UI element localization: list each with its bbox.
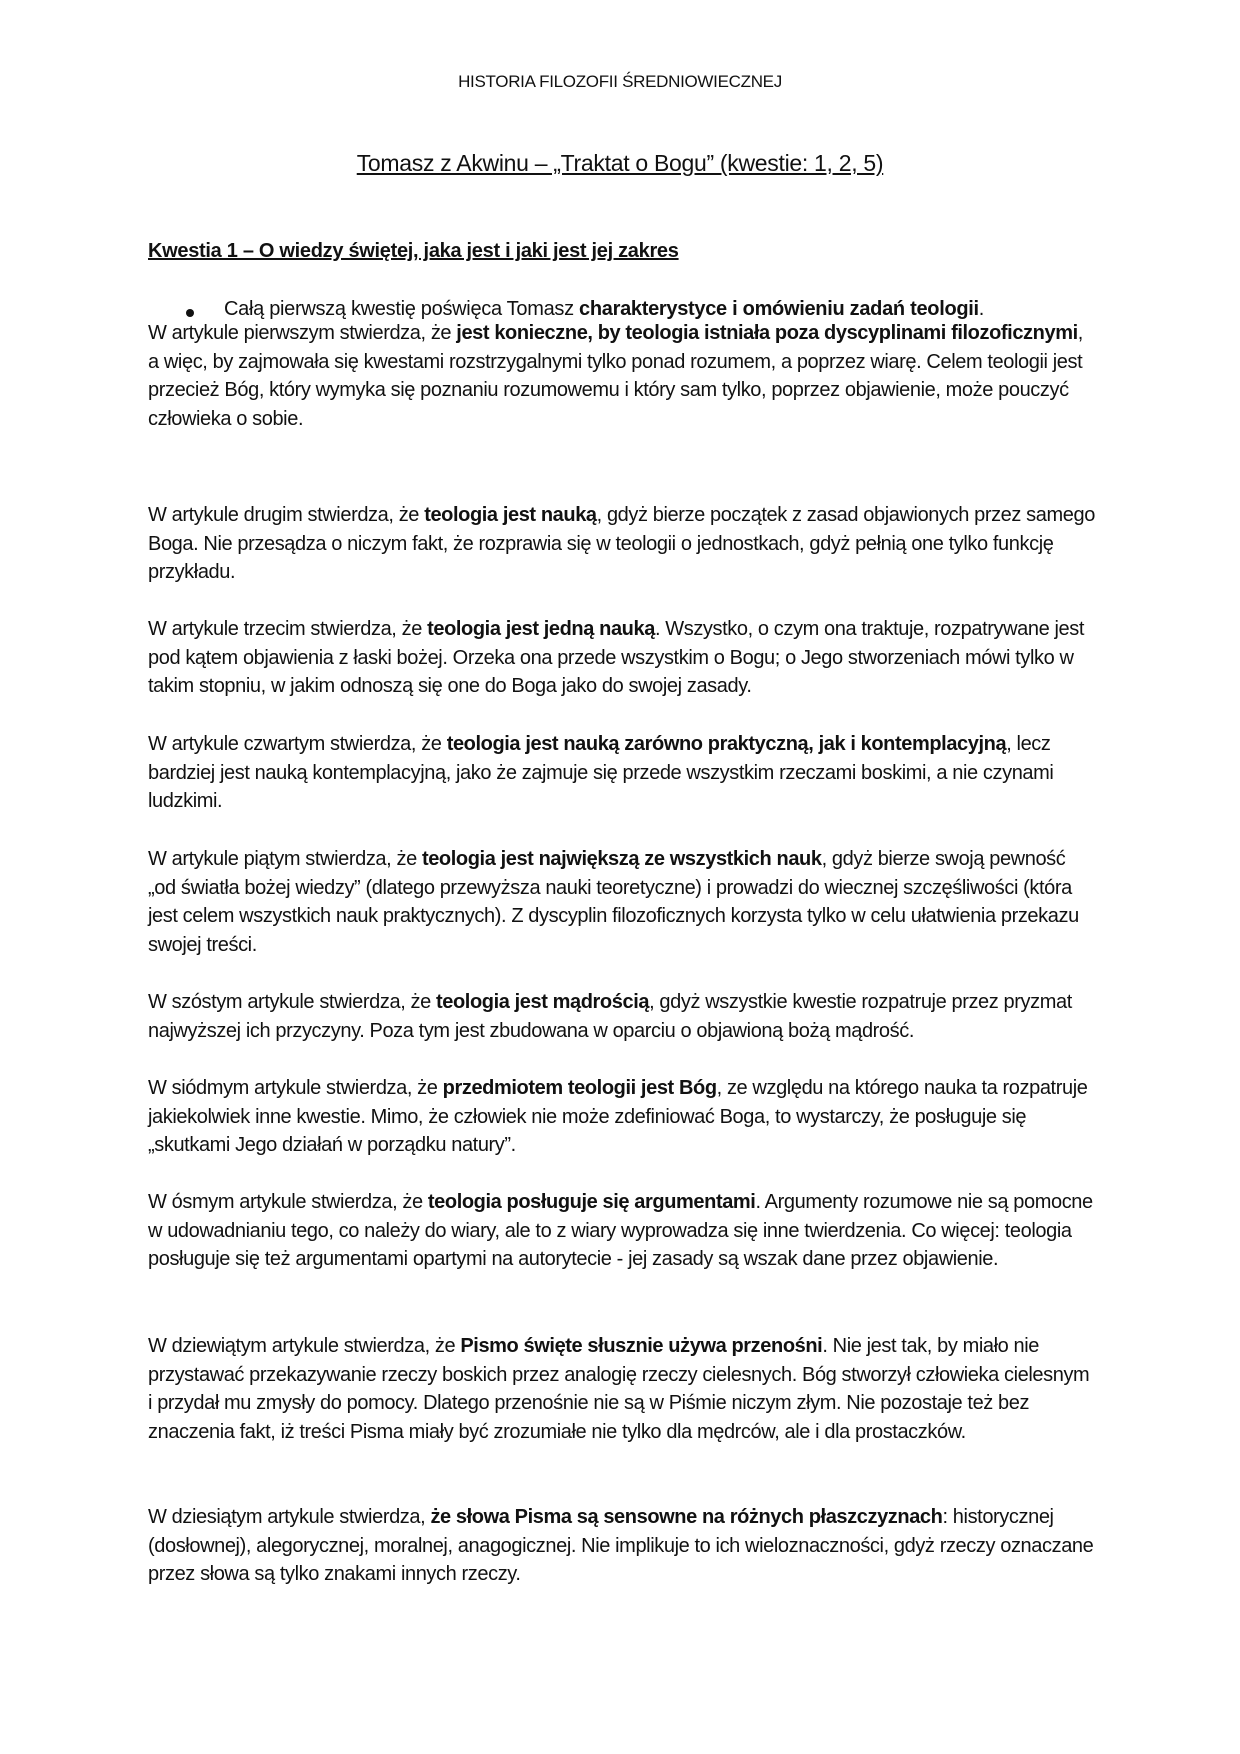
article-4-post: , lecz bardziej jest nauką kontemplacyjną, jako że zajmuje się przede wszystkim rzeczami boskimi, a nie czynami ludzkimi. — [148, 733, 1054, 812]
article-7-post: , ze względu na którego nauka ta rozpatruje jakiekolwiek inne kwestie. Mimo, że człowiek nie może zdefiniować Boga, to wystarczy, że posługuje się „skutkami Jego działań w porządku natury”. — [148, 1077, 1088, 1156]
running-header: HISTORIA FILOZOFII ŚREDNIOWIECZNEJ — [458, 72, 782, 91]
article-6-bold: teologia jest mądrością — [435, 991, 650, 1013]
article-10 — [148, 1503, 1098, 1589]
article-4-pre: W artykule czwartym stwierdza, że — [148, 733, 447, 755]
article-4 — [148, 730, 1098, 816]
bullet-text-bold: charakterystyce i omówieniu zadań teologii — [579, 298, 979, 320]
article-1-bold: jest konieczne, by teologia istniała poza dyscyplinami filozoficznymi — [456, 322, 1078, 344]
bullet-text — [224, 298, 984, 320]
article-9-bold: Pismo święte słusznie używa przenośni — [460, 1335, 823, 1357]
article-2-bold: teologia jest nauką — [424, 504, 597, 526]
article-6-pre: W szóstym artykule stwierdza, że — [148, 991, 436, 1013]
document-title: Tomasz z Akwinu – „Traktat o Bogu” (kwestie: 1, 2, 5) — [356, 150, 884, 176]
article-10-pre: W dziesiątym artykule stwierdza, — [148, 1506, 431, 1528]
article-2-pre: W artykule drugim stwierdza, że — [148, 504, 425, 526]
article-5 — [148, 845, 1098, 959]
article-1-pre: W artykule pierwszym stwierdza, że — [148, 322, 457, 344]
article-3-pre: W artykule trzecim stwierdza, że — [148, 618, 428, 640]
article-1 — [148, 319, 1098, 433]
article-3-bold: teologia jest jedną nauką — [427, 618, 655, 640]
article-10-bold: że słowa Pisma są sensowne na różnych płaszczyznach — [430, 1506, 943, 1528]
article-8-bold: teologia posługuje się argumentami — [427, 1191, 756, 1213]
article-1-post: , a więc, by zajmowała się kwestami rozstrzygalnymi tylko ponad rozumem, a poprzez wiarę. Celem teologii jest przecież Bóg, który wymyka się poznaniu rozumowemu i który sam tylko, poprzez objawienie, może pouczyć człowieka o sobie. — [148, 322, 1083, 430]
article-5-pre: W artykule piątym stwierdza, że — [148, 848, 422, 870]
article-6-post: , gdyż wszystkie kwestie rozpatruje przez pryzmat najwyższej ich przyczyny. Poza tym jest zbudowana w oparciu o objawioną bożą mądrość. — [148, 991, 1072, 1042]
article-8-post: . Argumenty rozumowe nie są pomocne w udowadnianiu tego, co należy do wiary, ale to z wiary wyprowadza się inne twierdzenia. Co więcej: teologia posługuje się też argumentami opartymi na autorytecie - jej zasady są wszak dane przez objawienie. — [148, 1191, 1093, 1270]
bullet-dot-icon — [186, 309, 194, 317]
bullet-text-pre: Całą pierwszą kwestię poświęca Tomasz — [224, 298, 580, 320]
article-9-pre: W dziewiątym artykule stwierdza, że — [148, 1335, 461, 1357]
article-8-pre: W ósmym artykule stwierdza, że — [148, 1191, 428, 1213]
article-9 — [148, 1332, 1098, 1446]
article-9-post: . Nie jest tak, by miało nie przystawać przekazywanie rzeczy boskich przez analogię rzeczy cielesnych. Bóg stworzył człowieka cielesnym i przydał mu zmysły do pomocy. Dlatego przenośnie nie są w Piśmie niczym złym. Nie pozostaje też bez znaczenia fakt, iż treści Pisma miały być zrozumiałe nie tylko dla mędrców, ale i dla prostaczków. — [148, 1335, 1090, 1443]
article-6 — [148, 988, 1098, 1045]
article-8 — [148, 1188, 1098, 1274]
article-4-bold: teologia jest nauką zarówno praktyczną, jak i kontemplacyjną — [446, 733, 1007, 755]
article-7-pre: W siódmym artykule stwierdza, że — [148, 1077, 443, 1099]
article-3-post: . Wszystko, o czym ona traktuje, rozpatrywane jest pod kątem objawienia z łaski bożej. Orzeka ona przede wszystkim o Bogu; o Jego stworzeniach mówi tylko w takim stopniu, w jakim odnoszą się one do Boga jako do swojej zasady. — [148, 618, 1084, 697]
article-5-post: , gdyż bierze swoją pewność „od światła bożej wiedzy” (dlatego przewyższa nauki teoretyczne) i prowadzi do wiecznej szczęśliwości (która jest celem wszystkich nauk praktycznych). Z dyscyplin filozoficznych korzysta tylko w celu ułatwienia przekazu swojej treści. — [148, 848, 1079, 956]
article-10-post: : historycznej (dosłownej), alegorycznej, moralnej, anagogicznej. Nie implikuje to ich wieloznaczności, gdyż rzeczy oznaczane przez słowa są tylko znakami innych rzeczy. — [148, 1506, 1094, 1585]
bullet-text-post: . — [978, 298, 985, 320]
article-7 — [148, 1074, 1098, 1160]
article-3 — [148, 615, 1098, 701]
article-5-bold: teologia jest największą ze wszystkich nauk — [421, 848, 822, 870]
bullet-item — [186, 298, 984, 321]
article-2 — [148, 501, 1098, 587]
section-heading: Kwestia 1 – O wiedzy świętej, jaka jest i jaki jest jej zakres — [148, 240, 679, 262]
article-7-bold: przedmiotem teologii jest Bóg — [442, 1077, 717, 1099]
article-2-post: , gdyż bierze początek z zasad objawionych przez samego Boga. Nie przesądza o niczym fakt, że rozprawia się w teologii o jednostkach, gdyż pełnią one tylko funkcję przykładu. — [148, 504, 1095, 583]
